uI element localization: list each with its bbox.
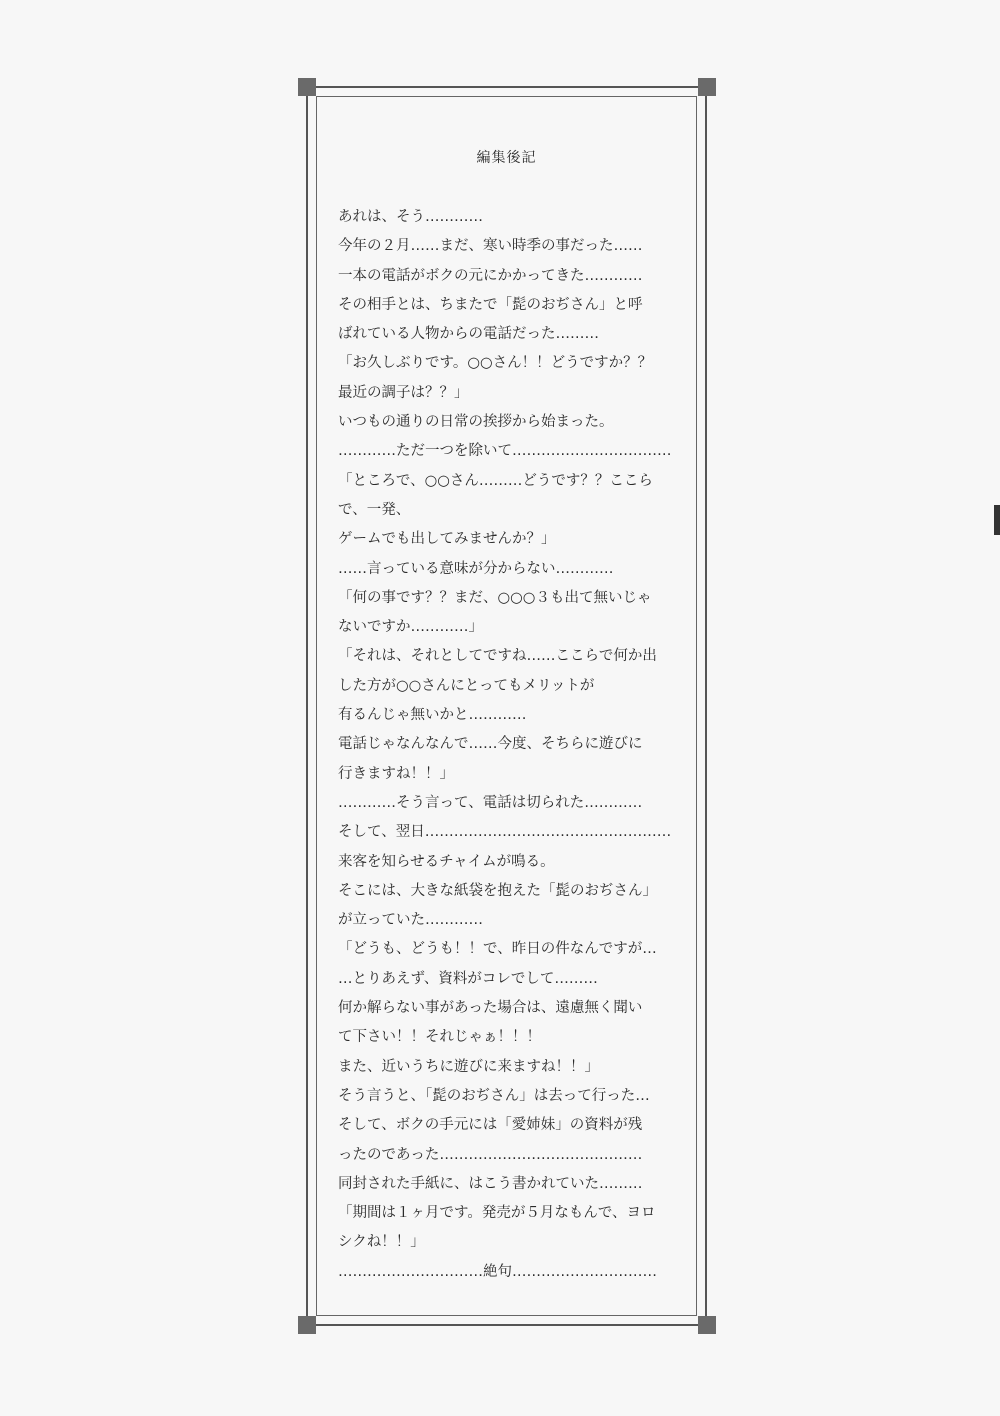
text-line: で、一発、 xyxy=(338,501,411,518)
corner-ornament-bottom-left xyxy=(298,1316,316,1334)
text-line: した方が○○さんにとってもメリットが xyxy=(338,677,595,694)
text-line: シクね！！」 xyxy=(338,1234,425,1251)
text-line: そして、ボクの手元には「愛姉妹」の資料が残 xyxy=(338,1117,643,1134)
text-line: 電話じゃなんなんで……今度、そちらに遊びに xyxy=(338,736,643,753)
page-title: 編集後記 xyxy=(476,150,537,166)
text-line: そして、翌日…………………………………………… xyxy=(338,824,672,841)
text-line: 有るんじゃ無いかと………… xyxy=(338,707,527,724)
text-line: …………………………絶句………………………… xyxy=(338,1263,657,1280)
text-line: ばれている人物からの電話だった……… xyxy=(338,326,599,343)
text-line: 来客を知らせるチャイムが鳴る。 xyxy=(338,853,555,870)
corner-ornament-top-left xyxy=(298,78,316,96)
text-line: ないですか…………」 xyxy=(338,619,483,636)
text-line: いつもの通りの日常の挨拶から始まった。 xyxy=(338,414,614,431)
text-line: …………そう言って、電話は切られた………… xyxy=(338,794,643,811)
text-line: …………ただ一つを除いて…………………………… xyxy=(338,443,672,460)
text-line: が立っていた………… xyxy=(338,912,483,929)
text-line: 「何の事です？？まだ、○○○３も出て無いじゃ xyxy=(338,589,652,606)
text-line: て下さい！！それじゃぁ！！！ xyxy=(338,1029,541,1046)
text-line: 「ところで、○○さん………どうです？？ここら xyxy=(338,472,653,489)
text-line: 行きますね！！」 xyxy=(338,765,454,782)
text-line: 今年の２月……まだ、寒い時季の事だった…… xyxy=(338,238,643,255)
text-line: 「どうも、どうも！！で、昨日の件なんですが… xyxy=(338,941,657,958)
afterword-body xyxy=(338,203,688,1287)
text-line: 同封された手紙に、はこう書かれていた……… xyxy=(338,1175,643,1192)
text-line: 何か解らない事があった場合は、遠慮無く聞い xyxy=(338,1000,643,1017)
text-line: 一本の電話がボクの元にかかってきた………… xyxy=(338,267,643,284)
text-line: その相手とは、ちまたで「髭のおぢさん」と呼 xyxy=(338,296,643,313)
text-line: 「それは、それとしてですね……ここらで何か出 xyxy=(338,648,657,665)
text-line: そう言うと、「髭のおぢさん」は去って行った… xyxy=(338,1087,650,1104)
text-line: 「期間は１ヶ月です。発売が５月なもんで、ヨロ xyxy=(338,1205,656,1222)
text-line: ゲームでも出してみませんか？」 xyxy=(338,531,556,548)
text-line: 最近の調子は？？」 xyxy=(338,384,469,401)
text-line: また、近いうちに遊びに来ますね！！」 xyxy=(338,1058,599,1075)
corner-ornament-top-right xyxy=(698,78,716,96)
text-line: …とりあえず、資料がコレでして……… xyxy=(338,970,598,987)
text-line: ……言っている意味が分からない………… xyxy=(338,560,614,577)
corner-ornament-bottom-right xyxy=(698,1316,716,1334)
text-line: ったのであった…………………………………… xyxy=(338,1146,643,1163)
text-line: あれは、そう………… xyxy=(338,209,483,225)
page-edge-mark xyxy=(994,505,1000,535)
text-line: 「お久しぶりです。○○さん！！どうですか？？ xyxy=(338,355,653,372)
text-line: そこには、大きな紙袋を抱えた「髭のおぢさん」 xyxy=(338,882,657,899)
